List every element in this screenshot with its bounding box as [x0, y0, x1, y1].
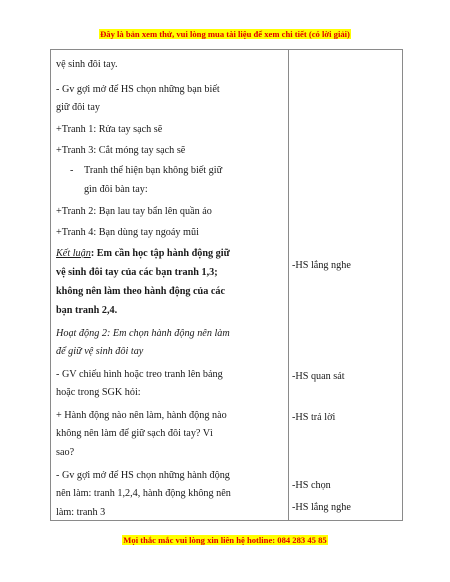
column-divider: [288, 50, 289, 520]
text-line: sao?: [56, 447, 75, 458]
text-line: Tranh thể hiện bạn không biết giữ: [84, 165, 223, 176]
student-response: -HS lắng nghe: [292, 260, 351, 271]
text-line: + Hành động nào nên làm, hành động nào: [56, 410, 227, 421]
text-line: - GV chiếu hình hoặc treo tranh lên bảng: [56, 369, 223, 380]
conclusion-text: : Em cần học tập hành động giữ: [90, 248, 230, 259]
bullet-dash: -: [70, 165, 74, 176]
hotline-banner-text: Mọi thắc mắc vui lòng xin liên hệ hotline: 084 283 45 85: [123, 535, 327, 545]
text-line: hoặc trong SGK hỏi:: [56, 387, 141, 398]
student-response: -HS quan sát: [292, 371, 345, 382]
hotline-banner: [0, 535, 450, 545]
lesson-table: [50, 49, 403, 521]
text-line: +Tranh 3: Cắt móng tay sạch sẽ: [56, 145, 186, 156]
text-line: +Tranh 4: Bạn dùng tay ngoáy mũi: [56, 227, 199, 238]
text-line: - Gv gợi mở để HS chọn những hành động: [56, 470, 230, 481]
text-line: làm: tranh 3: [56, 507, 106, 518]
student-response: -HS trả lời: [292, 412, 336, 423]
activity-heading: Hoạt động 2: Em chọn hành động nên làm: [56, 328, 230, 339]
preview-banner-text: Đây là bản xem thử, vui lòng mua tài liệu để xem chi tiết (có lời giải): [100, 29, 350, 39]
text-line: không nên làm theo hành động của các: [56, 286, 225, 297]
text-line: - Gv gợi mở để HS chọn những bạn biết: [56, 84, 220, 95]
student-response: -HS lắng nghe: [292, 502, 351, 513]
text-line: giữ đôi tay: [56, 102, 101, 113]
text-line: nên làm: tranh 1,2,4, hành động không nên: [56, 488, 231, 499]
text-line: bạn tranh 2,4.: [56, 305, 118, 316]
text-line: gìn đôi bàn tay:: [84, 184, 148, 195]
activity-heading: để giữ vệ sinh đôi tay: [56, 346, 144, 357]
text-line: vệ sinh đôi tay của các bạn tranh 1,3;: [56, 267, 218, 278]
student-response: -HS chọn: [292, 480, 331, 491]
text-line: không nên làm để giữ sạch đôi tay? Vì: [56, 428, 213, 439]
text-line: +Tranh 2: Bạn lau tay bẩn lên quần áo: [56, 206, 212, 217]
conclusion-line: [56, 244, 230, 264]
preview-banner: [0, 29, 450, 39]
text-line: +Tranh 1: Rửa tay sạch sẽ: [56, 124, 163, 135]
text-line: vệ sinh đôi tay.: [56, 59, 118, 70]
conclusion-label: Kết luận: [56, 248, 91, 259]
